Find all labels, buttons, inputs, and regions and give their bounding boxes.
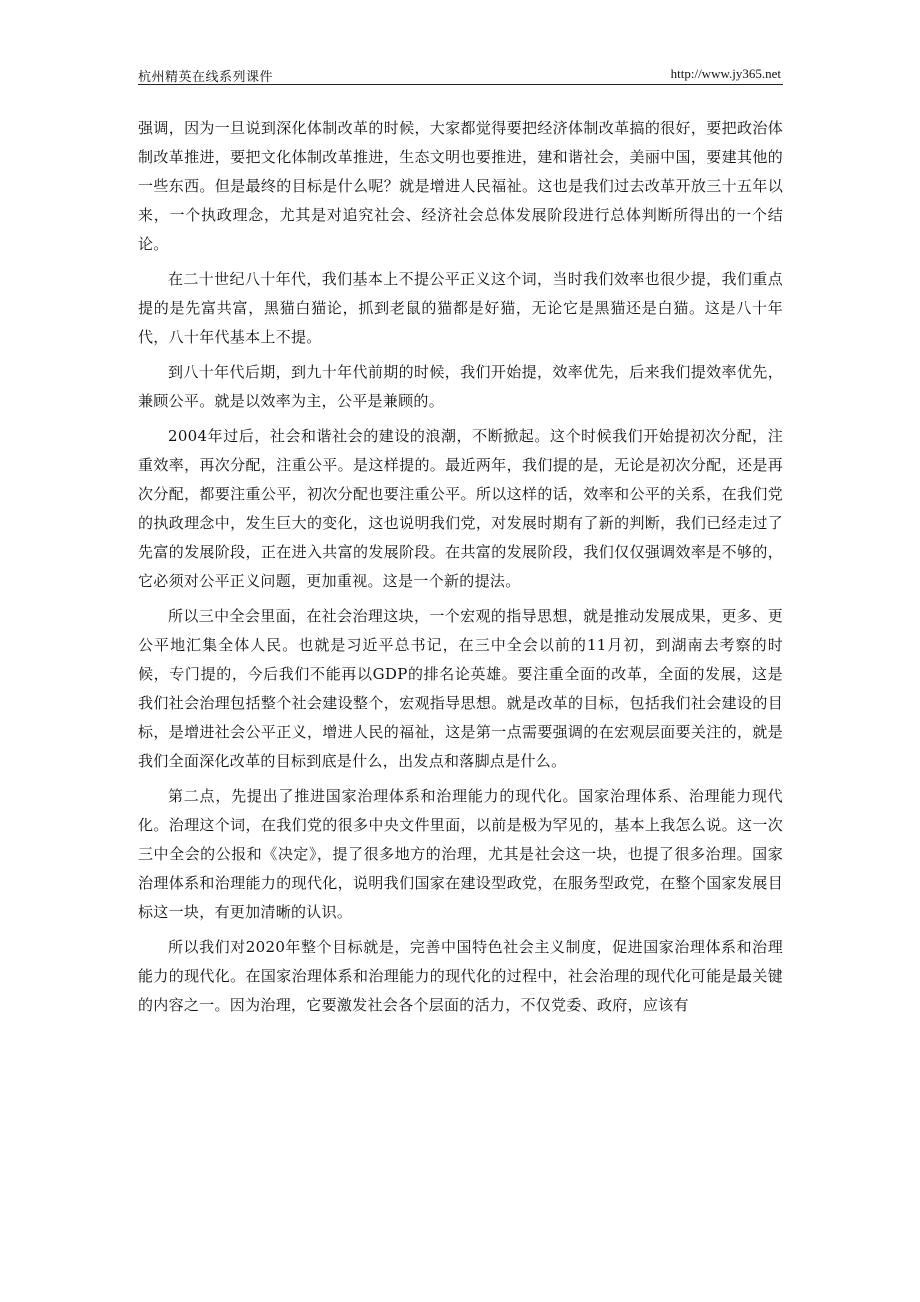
paragraph: 第二点，先提出了推进国家治理体系和治理能力的现代化。国家治理体系、治理能力现代化。治理这个词，在我们党的很多中央文件里面，以前是极为罕见的，基本上我怎么说。这一次三中全会的公报和《决定》，提了很多地方的治理，尤其是社会这一块，也提了很多治理。国家治理体系和治理能力的现代化，说明我们国家在建设型政党，在服务型政党，在整个国家发展目标这一块，有更加清晰的认识。 (138, 787, 783, 921)
paragraph: 在二十世纪八十年代，我们基本上不提公平正义这个词，当时我们效率也很少提，我们重点提的是先富共富，黑猫白猫论，抓到老鼠的猫都是好猫，无论它是黑猫还是白猫。这是八十年代，八十年代基本上不提。 (138, 270, 783, 346)
document-body (138, 114, 783, 1020)
paragraph: 所以三中全会里面，在社会治理这块，一个宏观的指导思想，就是推动发展成果，更多、更公平地汇集全体人民。也就是习近平总书记，在三中全会以前的11月初，到湖南去考察的时候，专门提的，今后我们不能再以GDP的排名论英雄。要注重全面的改革，全面的发展，这是我们社会治理包括整个社会建设整个，宏观指导思想。就是改革的目标，包括我们社会建设的目标，是增进社会公平正义，增进人民的福祉，这是第一点需要强调的在宏观层面要关注的，就是我们全面深化改革的目标到底是什么，出发点和落脚点是什么。 (138, 607, 783, 770)
paragraph: 2004年过后，社会和谐社会的建设的浪潮，不断掀起。这个时候我们开始提初次分配，注重效率，再次分配，注重公平。是这样提的。最近两年，我们提的是，无论是初次分配，还是再次分配，都要注重公平，初次分配也要注重公平。所以这样的话，效率和公平的关系，在我们党的执政理念中，发生巨大的变化，这也说明我们党，对发展时期有了新的判断，我们已经走过了先富的发展阶段，正在进入共富的发展阶段。在共富的发展阶段，我们仅仅强调效率是不够的，它必须对公平正义问题，更加重视。这是一个新的提法。 (138, 427, 783, 590)
paragraph: 所以我们对2020年整个目标就是，完善中国特色社会主义制度，促进国家治理体系和治理能力的现代化。在国家治理体系和治理能力的现代化的过程中，社会治理的现代化可能是最关键的内容之一。因为治理，它要激发社会各个层面的活力，不仅党委、政府，应该有 (138, 938, 783, 1014)
paragraph: 强调，因为一旦说到深化体制改革的时候，大家都觉得要把经济体制改革搞的很好，要把政治体制改革推进，要把文化体制改革推进，生态文明也要推进，建和谐社会，美丽中国，要建其他的一些东西。但是最终的目标是什么呢？就是增进人民福祉。这也是我们过去改革开放三十五年以来，一个执政理念，尤其是对追究社会、经济社会总体发展阶段进行总体判断所得出的一个结论。 (138, 119, 783, 253)
page-header (138, 64, 783, 86)
header-url[interactable]: http://www.jy365.net (670, 66, 781, 81)
header-title: 杭州精英在线系列课件 (138, 70, 274, 85)
header-divider (138, 84, 783, 85)
paragraph: 到八十年代后期，到九十年代前期的时候，我们开始提，效率优先，后来我们提效率优先，兼顾公平。就是以效率为主，公平是兼顾的。 (138, 363, 783, 410)
